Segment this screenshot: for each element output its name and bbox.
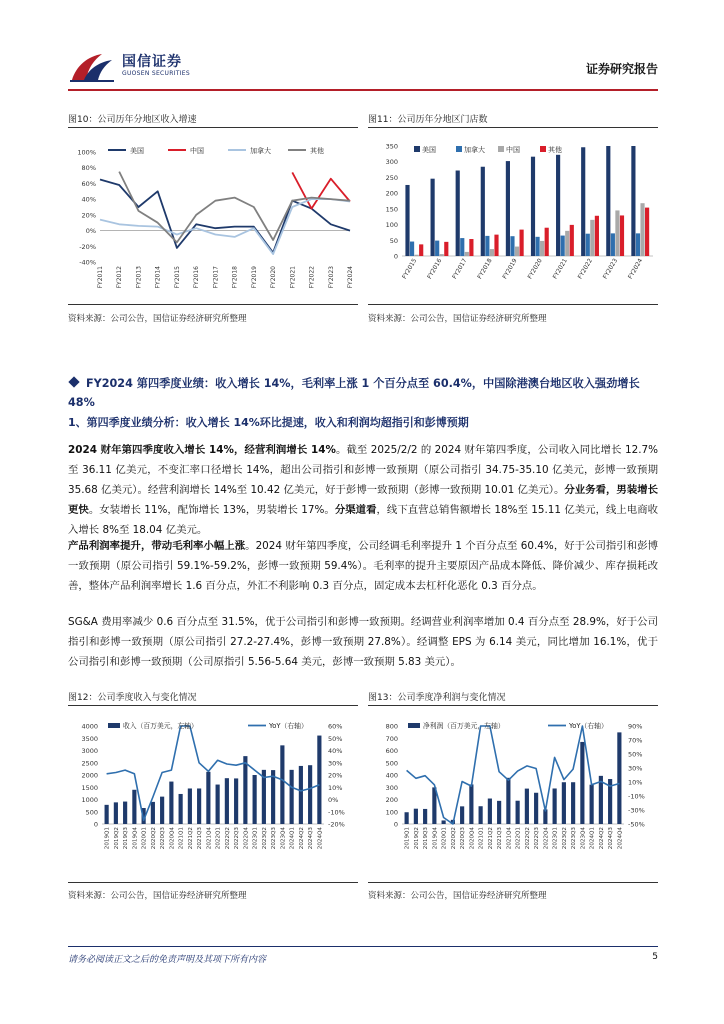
fig12-legend-bar-label: 收入（百万美元，左轴） (123, 722, 198, 730)
fig12-xtick: 2022Q3 (234, 827, 241, 850)
fig13-bar (469, 784, 473, 824)
fig10-xtick: FY2023 (327, 266, 335, 289)
fig12-y2tick: -10% (328, 808, 345, 817)
fig10-title: 图10：公司历年分地区收入增速 (68, 115, 197, 125)
paragraph-1 (68, 440, 658, 540)
p1-text-3: ，线下直营总销售额增长 18%至 15.11 亿美元，线上电商收入增长 8%至 18.04 亿美元。 (68, 504, 659, 536)
fig12-xtick: 2020Q3 (160, 827, 167, 850)
fig10-xtick: FY2014 (154, 266, 162, 289)
fig12-xtick: 2021Q4 (206, 827, 213, 850)
fig12-bar (216, 785, 220, 824)
fig13-xtick: 2022Q4 (543, 827, 550, 850)
fig12-bar (253, 775, 257, 824)
fig12-bar (225, 778, 229, 824)
fig13-bar (516, 801, 520, 824)
fig11-bar (405, 185, 409, 256)
fig12-legend-bar-swatch (108, 723, 120, 728)
fig11-bar (520, 230, 524, 256)
fig11-legend-label: 加拿大 (464, 146, 485, 154)
page-number: 5 (652, 952, 658, 962)
fig11-bar (435, 241, 439, 256)
fig11-bar (636, 233, 640, 256)
fig13-bar (488, 799, 492, 824)
fig13-bar (534, 793, 538, 824)
fig13-y2tick: -50% (628, 820, 645, 829)
fig12-xtick: 2024Q1 (289, 827, 296, 850)
fig11-bar (469, 239, 473, 256)
fig12-ytick: 3000 (81, 747, 98, 755)
fig11-ytick: 50 (389, 236, 398, 245)
fig12-bar (234, 778, 238, 824)
fig11-chart (368, 134, 658, 294)
page-header (68, 48, 658, 90)
section-heading-text: FY2024 第四季度业绩：收入增长 14%，毛利率上涨 1 个百分点至 60.4%，中国除港澳台地区收入强劲增长 48% (68, 377, 640, 409)
fig12-rule (68, 705, 358, 706)
fig13-bar (405, 812, 409, 824)
fig10-ytick: 20% (81, 211, 96, 220)
fig13-xtick: 2019Q2 (413, 827, 420, 850)
fig13-chart (368, 712, 658, 880)
fig13-xtick: 2024Q3 (608, 827, 615, 850)
fig10-ytick: 0% (85, 227, 96, 236)
fig13-xtick: 2022Q1 (515, 827, 522, 850)
fig13-xtick: 2021Q4 (506, 827, 513, 850)
fig10-series-line (119, 172, 350, 243)
fig13-bar (617, 732, 621, 824)
fig11-bar (485, 236, 489, 256)
fig12-xtick: 2019Q1 (104, 827, 111, 850)
fig12-xtick: 2023Q3 (271, 827, 278, 850)
fig11-bar (565, 231, 569, 256)
fig11-bar (490, 249, 494, 256)
fig11-bar (581, 147, 585, 256)
fig12-y2tick: -20% (328, 820, 345, 829)
fig12-bar (271, 770, 275, 824)
fig12-y2tick: 50% (328, 734, 343, 743)
fig13-bar (580, 742, 584, 824)
fig13-ytick: 500 (385, 759, 398, 768)
fig13-xtick: 2019Q4 (432, 827, 439, 850)
fig10-xtick: FY2012 (116, 266, 124, 289)
fig10-legend-label: 加拿大 (250, 147, 271, 155)
fig11-bar (515, 247, 519, 256)
p1-bold-1: 2024 财年第四季度收入增长 14%，经营利润增长 14% (68, 444, 336, 456)
fig11-bar (615, 210, 619, 256)
fig12-bar (160, 797, 164, 824)
fig13-bar (553, 788, 557, 824)
fig12-ytick: 1000 (81, 796, 98, 804)
paragraph-2 (68, 536, 658, 596)
fig13-y2tick: -30% (628, 806, 645, 815)
fig13-bar (423, 809, 427, 824)
fig12-ytick: 1500 (81, 783, 98, 792)
fig11-bar (640, 203, 644, 256)
fig11-xtick: FY2023 (601, 257, 620, 281)
fig10-xtick: FY2017 (212, 266, 220, 289)
fig11-bar (444, 242, 448, 256)
fig12-y2tick: 60% (328, 722, 343, 731)
fig12-bar (290, 770, 294, 824)
fig10-rule (68, 127, 358, 128)
fig12-y2tick: 20% (328, 771, 343, 780)
fig12-ytick: 2000 (81, 771, 98, 780)
fig12-bar (151, 802, 155, 824)
fig13-xtick: 2021Q1 (478, 827, 485, 850)
fig11-rule-bottom (368, 304, 658, 305)
fig11-bar (481, 167, 485, 256)
fig12-bar (299, 766, 303, 824)
fig12-y2tick: 10% (328, 783, 343, 792)
paragraph-3: SG&A 费用率减少 0.6 百分点至 31.5%，优于公司指引和彭博一致预期。经调营业利润率增加 0.4 百分点至 28.9%，好于公司指引和彭博一致预期（原公司指引 27.2-27.4%，彭博一致预期 27.8%）。经调整 EPS 为 6.14 美元，同比增加 16.1%，优于公司指引和彭博一致预期（公司原指引 5.56-5.64 美元，彭博一致预期 5.83 美元）。 (68, 616, 658, 668)
fig12-bar (197, 788, 201, 824)
fig10-xtick: FY2021 (289, 266, 297, 289)
fig11-source: 资料来源：公司公告，国信证券经济研究所整理 (368, 314, 547, 324)
fig11-xtick: FY2024 (626, 257, 645, 281)
fig11-bar (631, 146, 635, 256)
fig12-bar (243, 756, 247, 824)
fig12-bar (179, 794, 183, 824)
fig10-xtick: FY2013 (135, 266, 143, 289)
fig11-bar (540, 241, 544, 256)
fig13-legend-bar-swatch (408, 723, 420, 728)
fig13-ytick: 400 (385, 771, 398, 780)
fig13-xtick: 2019Q3 (423, 827, 430, 850)
fig11-bar (506, 161, 510, 256)
fig13-bar (590, 785, 594, 824)
fig10-ytick: -20% (79, 242, 96, 251)
fig12-xtick: 2021Q1 (178, 827, 185, 850)
fig11-bar (419, 244, 423, 256)
fig11-bar (460, 238, 464, 256)
fig11-bar (590, 220, 594, 256)
fig12-xtick: 2023Q2 (261, 827, 268, 850)
fig11-bar (415, 255, 419, 256)
fig10-xtick: FY2015 (173, 266, 181, 289)
fig13-legend-line-label: YoY（右轴） (569, 722, 608, 730)
fig11-bar (440, 254, 444, 256)
report-type: 证券研究报告 (585, 62, 658, 76)
fig10-xtick: FY2020 (270, 266, 278, 289)
fig11-bar (586, 234, 590, 256)
fig13-source: 资料来源：公司公告，国信证券经济研究所整理 (368, 891, 547, 901)
fig10-ytick: 60% (81, 179, 96, 188)
fig11-legend-swatch (540, 146, 546, 152)
fig11-ytick: 200 (385, 189, 398, 198)
fig12-bar (123, 802, 127, 824)
fig12-bar (206, 772, 210, 824)
fig10-ytick: -40% (79, 258, 96, 267)
fig11-ytick: 0 (393, 252, 398, 261)
fig13-rule-bottom (368, 882, 658, 883)
fig12-xtick: 2019Q2 (113, 827, 120, 850)
fig12-ytick: 500 (85, 808, 98, 817)
fig12-title: 图12：公司季度收入与变化情况 (68, 693, 197, 703)
fig12-xtick: 2022Q2 (224, 827, 231, 850)
fig13-xtick: 2024Q2 (598, 827, 605, 850)
fig11-legend-swatch (456, 146, 462, 152)
fig11-rule (368, 127, 658, 128)
fig13-y2tick: 10% (628, 778, 643, 787)
fig11-bar (465, 252, 469, 256)
fig10-xtick: FY2019 (250, 266, 258, 289)
fig13-bar (442, 820, 446, 824)
fig13-bar (414, 809, 418, 824)
fig13-xtick: 2021Q2 (487, 827, 494, 850)
fig13-ytick: 100 (385, 808, 398, 817)
fig11-xtick: FY2022 (576, 257, 594, 281)
fig13-bar (460, 806, 464, 824)
fig11-ytick: 350 (385, 142, 398, 151)
fig11-bar (410, 242, 414, 256)
fig10-ytick: 40% (81, 195, 96, 204)
fig13-xtick: 2021Q3 (497, 827, 504, 850)
p2-bold: 产品利润率提升，带动毛利率小幅上涨 (68, 540, 246, 552)
fig13-bar (525, 789, 529, 824)
fig12-xtick: 2019Q3 (123, 827, 130, 850)
fig10-xtick: FY2018 (231, 266, 239, 289)
fig11-bar (556, 155, 560, 256)
fig12-y2tick: 40% (328, 747, 343, 755)
fig10-xtick: FY2016 (193, 266, 201, 289)
fig13-xtick: 2023Q4 (580, 827, 587, 850)
fig12-xtick: 2023Q1 (252, 827, 259, 850)
fig12-bar (280, 745, 284, 824)
fig11-xtick: FY2019 (501, 257, 519, 281)
fig13-ytick: 700 (385, 734, 398, 743)
fig10-ytick: 100% (77, 148, 96, 157)
fig13-y2tick: 70% (628, 736, 643, 745)
fig13-rule (368, 705, 658, 706)
fig12-bar (308, 765, 312, 824)
fig10-chart (68, 134, 358, 294)
fig10-xtick: FY2011 (97, 266, 104, 289)
fig12-xtick: 2020Q2 (150, 827, 157, 850)
fig11-bar (494, 235, 498, 256)
fig11-legend-swatch (414, 146, 420, 152)
bullet-diamond-icon (68, 376, 79, 387)
fig12-chart (68, 712, 358, 880)
fig10-legend-label: 中国 (190, 147, 204, 155)
guosen-logo (68, 48, 208, 84)
fig10-source: 资料来源：公司公告，国信证券经济研究所整理 (68, 314, 247, 324)
sub-heading: 1、第四季度业绩分析：收入增长 14%环比提速，收入和利润均超指引和彭博预期 (68, 416, 469, 429)
fig11-bar (645, 208, 649, 256)
fig10-legend-label: 其他 (310, 147, 324, 155)
fig12-xtick: 2022Q1 (215, 827, 222, 850)
fig13-ytick: 300 (385, 783, 398, 792)
fig13-xtick: 2019Q1 (404, 827, 411, 850)
fig13-y2tick: -10% (628, 792, 645, 801)
fig11-legend-swatch (498, 146, 504, 152)
guosen-logo-icon (68, 50, 118, 84)
p1-text-2: 。女装增长 11%，配饰增长 13%，男装增长 17%。 (88, 504, 335, 516)
footer-disclaimer: 请务必阅读正文之后的免责声明及其项下所有内容 (68, 955, 267, 965)
p1-text-1: 。截至 2025/2/2 的 2024 财年第四季度，公司收入同比增长 12.7%至 36.11 亿美元，不变汇率口径增长 14%，超出公司指引和彭博一致预期（原公司指引 34.75-35.10 亿美元，彭博一致预期 35.68 亿美元）。经营利润增长 14%至 10.42 亿美元，好于彭博一致预期（彭博一致预期 10.01 亿美元）。 (68, 444, 658, 496)
fig11-bar (535, 237, 539, 256)
fig13-y2tick: 50% (628, 750, 643, 759)
fig13-ytick: 200 (385, 796, 398, 804)
fig12-xtick: 2023Q4 (280, 827, 287, 850)
fig11-bar (510, 236, 514, 256)
fig11-xtick: FY2015 (401, 257, 419, 281)
fig12-xtick: 2022Q4 (243, 827, 250, 850)
fig11-bar (545, 228, 549, 256)
fig12-xtick: 2020Q4 (169, 827, 176, 850)
fig11-title: 图11：公司历年分地区门店数 (368, 115, 488, 125)
fig13-legend-bar-label: 净利润（百万美元，左轴） (423, 722, 505, 730)
fig11-xtick: FY2017 (451, 257, 469, 281)
fig12-yoy-line (107, 726, 320, 820)
fig11-bar (611, 233, 615, 256)
fig11-bar (531, 157, 535, 256)
fig13-bar (432, 787, 436, 824)
fig13-bar (497, 801, 501, 824)
logo-text-en: GUOSEN SECURITIES (122, 70, 191, 77)
fig12-bar (169, 782, 173, 824)
fig13-xtick: 2023Q3 (571, 827, 578, 850)
fig13-xtick: 2022Q3 (534, 827, 541, 850)
fig12-source: 资料来源：公司公告，国信证券经济研究所整理 (68, 891, 247, 901)
fig13-yoy-line (407, 726, 620, 824)
fig10-series-line (100, 180, 350, 253)
fig13-bar (562, 782, 566, 824)
fig12-bar (114, 802, 118, 824)
fig11-bar (431, 179, 435, 256)
fig13-xtick: 2023Q2 (561, 827, 568, 850)
fig11-bar (620, 215, 624, 256)
fig13-xtick: 2022Q2 (524, 827, 531, 850)
fig11-bar (561, 236, 565, 256)
fig11-bar (456, 171, 460, 256)
fig12-xtick: 2020Q1 (141, 827, 148, 850)
fig12-bar (132, 790, 136, 824)
fig13-y2tick: 90% (628, 722, 643, 731)
fig11-ytick: 100 (385, 221, 398, 230)
fig13-title: 图13：公司季度净利润与变化情况 (368, 693, 506, 703)
fig12-y2tick: 30% (328, 759, 343, 768)
footer-divider (68, 946, 658, 947)
fig11-xtick: FY2020 (526, 257, 544, 281)
fig12-bar (105, 805, 109, 824)
fig11-bar (570, 225, 574, 256)
fig13-ytick: 600 (385, 747, 398, 755)
fig12-xtick: 2021Q2 (187, 827, 194, 850)
fig11-ytick: 150 (385, 205, 398, 214)
fig12-y2tick: 0% (328, 796, 339, 804)
fig11-legend-label: 中国 (506, 146, 520, 154)
fig13-xtick: 2020Q3 (460, 827, 467, 850)
fig12-xtick: 2021Q3 (197, 827, 204, 850)
fig13-xtick: 2023Q1 (552, 827, 559, 850)
fig11-bar (595, 216, 599, 256)
fig11-ytick: 250 (385, 173, 398, 182)
fig12-xtick: 2024Q2 (298, 827, 305, 850)
fig12-ytick: 0 (93, 820, 98, 829)
fig13-ytick: 0 (393, 820, 398, 829)
fig13-xtick: 2024Q1 (589, 827, 596, 850)
fig12-rule-bottom (68, 882, 358, 883)
fig13-ytick: 800 (385, 722, 398, 731)
fig11-xtick: FY2018 (476, 257, 494, 281)
fig13-bar (479, 806, 483, 824)
header-divider (68, 89, 658, 91)
fig13-bar (506, 778, 510, 824)
fig13-bar (571, 782, 575, 824)
fig11-xtick: FY2016 (426, 257, 444, 281)
section-heading (68, 374, 658, 412)
fig12-legend-line-label: YoY（右轴） (269, 722, 308, 730)
fig13-xtick: 2020Q2 (450, 827, 457, 850)
fig11-legend-label: 美国 (422, 146, 436, 154)
fig12-ytick: 4000 (81, 722, 98, 731)
fig11-xtick: FY2021 (551, 257, 569, 281)
fig12-xtick: 2024Q4 (317, 827, 324, 850)
fig12-xtick: 2024Q3 (308, 827, 315, 850)
p1-bold-2: 分业务看，男装增长更快 (68, 484, 659, 516)
fig13-xtick: 2020Q4 (469, 827, 476, 850)
fig12-ytick: 2500 (81, 759, 98, 768)
fig12-bar (317, 736, 321, 824)
fig10-xtick: FY2022 (308, 266, 316, 289)
fig12-bar (188, 788, 192, 824)
fig10-ytick: 80% (81, 164, 96, 173)
fig13-xtick: 2020Q1 (441, 827, 448, 850)
fig13-xtick: 2024Q4 (617, 827, 624, 850)
fig11-legend-label: 其他 (548, 146, 562, 154)
p2-text: 。2024 财年第四季度，公司经调毛利率提升 1 个百分点至 60.4%，好于公司指引和彭博一致预期（原公司指引 59.1%-59.2%，彭博一致预期 59.4%）。毛利率的提升主要原因产品成本降低、降价减少、库存损耗改善，整体产品利润率增长 1.6 百分点，外汇不利影响 0.3 百分点，固定成本去杠杆化恶化 0.3 百分点。 (68, 540, 658, 592)
p1-bold-3: 分渠道看 (334, 504, 377, 516)
fig10-xtick: FY2024 (347, 266, 354, 289)
fig12-ytick: 3500 (81, 734, 98, 743)
fig10-legend-label: 美国 (130, 147, 144, 155)
logo-text-cn: 国信证券 (122, 54, 182, 70)
fig12-xtick: 2019Q4 (132, 827, 139, 850)
fig10-rule-bottom (68, 304, 358, 305)
fig13-y2tick: 30% (628, 764, 643, 773)
fig11-ytick: 300 (385, 158, 398, 167)
fig11-bar (606, 146, 610, 256)
